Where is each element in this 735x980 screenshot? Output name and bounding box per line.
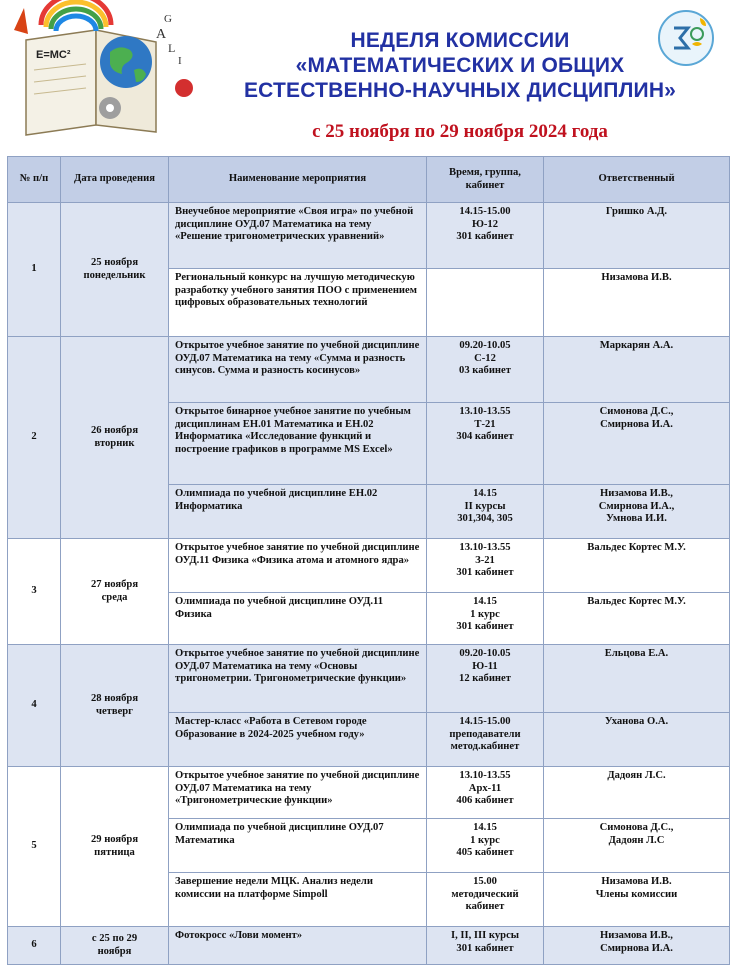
group-line: II курсы (464, 500, 506, 512)
event-name: Олимпиада по учебной дисциплине ОУД.11 Физика (169, 593, 427, 645)
event-time (427, 269, 544, 337)
science-illustration (6, 0, 196, 150)
responsible-line: Смирнова И.А., (598, 500, 675, 512)
group-line: преподаватели (449, 728, 521, 740)
group-line: З-21 (475, 554, 495, 566)
event-name: Внеучебное мероприятие «Своя игра» по учебной дисциплине ОУД.07 Математика на тему «Решение тригонометрических уравнений» (169, 203, 427, 269)
weekday-line: ноября (97, 945, 132, 957)
date-line: 25 ноября (90, 256, 139, 268)
event-time (427, 403, 544, 485)
table-row (8, 767, 730, 819)
table-header-row (8, 157, 730, 203)
row-date (61, 645, 169, 767)
event-name: Открытое учебное занятие по учебной дисциплине ОУД.07 Математика на тему «Сумма и разность синусов. Сумма и разность косинусов» (169, 337, 427, 403)
time-line: 14.15 (473, 822, 497, 833)
group-line: Т-21 (474, 418, 496, 430)
row-date (61, 203, 169, 337)
responsible-line: Смирнова И.А. (600, 942, 673, 954)
room-line: 304 кабинет (456, 431, 514, 443)
event-responsible (544, 927, 730, 965)
group-line: Арх-11 (468, 782, 502, 794)
header (0, 0, 735, 150)
table-row (8, 927, 730, 965)
col-header-date: Дата проведения (61, 157, 169, 203)
group-line: Ю-11 (472, 660, 498, 672)
weekday-line: четверг (95, 705, 133, 717)
responsible-line: Низамова И.В. (601, 272, 672, 283)
event-time (427, 539, 544, 593)
event-name: Завершение недели МЦК. Анализ недели комиссии на платформе Simpoll (169, 873, 427, 927)
event-responsible (544, 403, 730, 485)
responsible-line: Вальдес Кортес М.У. (587, 542, 686, 553)
event-time (427, 645, 544, 713)
event-time (427, 767, 544, 819)
time-line: 13.10-13.55 (459, 542, 511, 553)
responsible-line: Низамова И.В. (601, 876, 672, 887)
col-header-time: Время, группа, кабинет (427, 157, 544, 203)
room-line: 12 кабинет (459, 673, 511, 685)
room-line: 301 кабинет (456, 231, 514, 243)
time-line: 14.15 (473, 596, 497, 607)
date-line: 28 ноября (90, 692, 139, 704)
row-date (61, 337, 169, 539)
date-line: 29 ноября (90, 833, 139, 845)
col-header-number: № п/п (8, 157, 61, 203)
weekday-line: вторник (94, 437, 135, 449)
time-line: 13.10-13.55 (459, 406, 511, 417)
weekday-line: пятница (94, 846, 135, 858)
event-time (427, 203, 544, 269)
room-line: 03 кабинет (459, 365, 511, 377)
responsible-line: Маркарян А.А. (599, 340, 674, 351)
event-responsible (544, 645, 730, 713)
event-time (427, 927, 544, 965)
time-line: 14.15-15.00 (459, 716, 511, 727)
table-row (8, 203, 730, 269)
table-row (8, 337, 730, 403)
responsible-line: Гришко А.Д. (605, 206, 668, 217)
row-date (61, 927, 169, 965)
row-date (61, 539, 169, 645)
group-line: С-12 (474, 352, 496, 364)
responsible-line: Низамова И.В., (600, 930, 673, 941)
room-line: 301 кабинет (456, 567, 514, 579)
responsible-line: Умнова И.И. (606, 513, 667, 525)
row-number: 1 (8, 203, 61, 337)
date-range-subtitle: с 25 ноября по 29 ноября 2024 года (312, 121, 608, 142)
responsible-line: Симонова Д.С., (599, 406, 674, 417)
col-header-event: Наименование мероприятия (169, 157, 427, 203)
row-number: 6 (8, 927, 61, 965)
event-responsible (544, 713, 730, 767)
svg-text:A: A (156, 27, 167, 42)
event-responsible (544, 819, 730, 873)
time-line: 09.20-10.05 (459, 648, 511, 659)
responsible-line: Симонова Д.С., (599, 822, 674, 833)
weekday-line: понедельник (83, 269, 146, 281)
responsible-line: Члены комиссии (595, 888, 678, 900)
event-name: Олимпиада по учебной дисциплине ЕН.02 Информатика (169, 485, 427, 539)
page-title (200, 28, 720, 103)
event-time (427, 873, 544, 927)
row-number: 3 (8, 539, 61, 645)
time-line: 14.15 (473, 488, 497, 499)
responsible-line: Дадоян Л.С. (607, 770, 666, 781)
room-line: 406 кабинет (456, 795, 514, 807)
room-line: кабинет (465, 901, 505, 913)
event-name: Фотокросс «Лови момент» (169, 927, 427, 965)
date-line: с 25 по 29 (91, 932, 138, 944)
time-line: 14.15-15.00 (459, 206, 511, 217)
group-line: 1 курс (470, 834, 500, 846)
group-line: методический (451, 888, 519, 900)
room-line: 301 кабинет (456, 942, 514, 954)
event-responsible (544, 203, 730, 269)
responsible-line: Уханова О.А. (604, 716, 669, 727)
group-line: Ю-12 (471, 218, 499, 230)
event-responsible (544, 337, 730, 403)
event-time (427, 819, 544, 873)
event-time (427, 713, 544, 767)
room-line: 301 кабинет (456, 621, 514, 633)
weekday-line: среда (101, 591, 128, 603)
event-name: Олимпиада по учебной дисциплине ОУД.07 Математика (169, 819, 427, 873)
event-time (427, 337, 544, 403)
room-line: 405 кабинет (456, 847, 514, 859)
row-number: 2 (8, 337, 61, 539)
event-responsible (544, 873, 730, 927)
responsible-line: Вальдес Кортес М.У. (587, 596, 686, 607)
time-line: 15.00 (473, 876, 497, 887)
date-line: 26 ноября (90, 424, 139, 436)
event-responsible (544, 767, 730, 819)
event-name: Открытое бинарное учебное занятие по учебным дисциплинам ЕН.01 Математика и ЕН.02 Информатика «Исследование функций и построение графиков в программе MS Excel» (169, 403, 427, 485)
table-row (8, 539, 730, 593)
room-line: 301,304, 305 (457, 513, 513, 525)
event-name: Региональный конкурс на лучшую методическую разработку учебного занятия ПОО с применением цифровых образовательных технологий (169, 269, 427, 337)
date-line: 27 ноября (90, 578, 139, 590)
schedule-table (7, 156, 730, 965)
group-line: I, II, III курсы (450, 930, 520, 941)
event-name: Открытое учебное занятие по учебной дисциплине ОУД.07 Математика на тему «Тригонометрические функции» (169, 767, 427, 819)
col-header-responsible: Ответственный (544, 157, 730, 203)
event-responsible (544, 269, 730, 337)
svg-text:G: G (164, 13, 172, 25)
responsible-line: Низамова И.В., (600, 488, 673, 499)
event-name: Мастер-класс «Работа в Сетевом городе Образование в 2024-2025 учебном году» (169, 713, 427, 767)
svg-text:L: L (168, 41, 176, 55)
event-time (427, 593, 544, 645)
event-responsible (544, 485, 730, 539)
event-time (427, 485, 544, 539)
formula-text: E=MC² (36, 49, 71, 61)
responsible-line: Смирнова И.А. (600, 418, 673, 430)
event-responsible (544, 593, 730, 645)
title-line-3: ЕСТЕСТВЕННО-НАУЧНЫХ ДИСЦИПЛИН» (243, 79, 677, 102)
group-line: 1 курс (470, 608, 500, 620)
time-line: 13.10-13.55 (459, 770, 511, 781)
responsible-line: Ельцова Е.А. (604, 648, 669, 659)
svg-text:I: I (178, 55, 182, 67)
title-line-1: НЕДЕЛЯ КОМИССИИ (350, 29, 570, 52)
row-date (61, 767, 169, 927)
title-line-2: «МАТЕМАТИЧЕСКИХ И ОБЩИХ (295, 54, 625, 77)
time-line: 09.20-10.05 (459, 340, 511, 351)
row-number: 4 (8, 645, 61, 767)
event-name: Открытое учебное занятие по учебной дисциплине ОУД.07 Математика на тему «Основы тригонометрии. Тригонометрические функции» (169, 645, 427, 713)
row-number: 5 (8, 767, 61, 927)
event-responsible (544, 539, 730, 593)
event-name: Открытое учебное занятие по учебной дисциплине ОУД.11 Физика «Физика атома и атомного ядра» (169, 539, 427, 593)
responsible-line: Дадоян Л.С (608, 834, 665, 846)
table-row (8, 645, 730, 713)
room-line: метод.кабинет (450, 741, 520, 753)
